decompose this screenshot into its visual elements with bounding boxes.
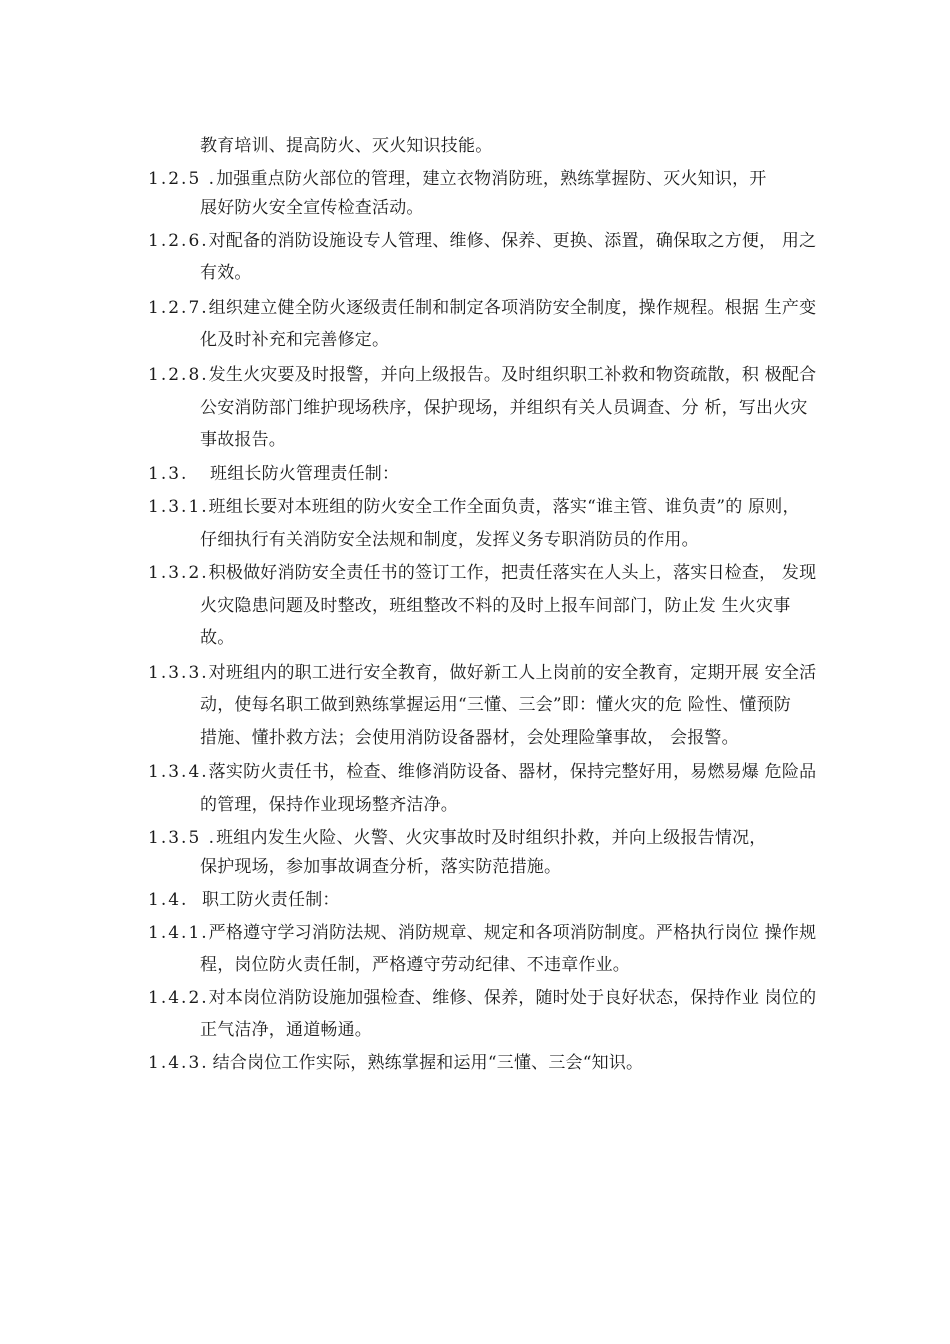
clause-1-2-7 xyxy=(148,297,816,319)
line-text: 故。 xyxy=(200,628,235,648)
text-line xyxy=(200,429,286,451)
section-title: 职工防火责任制： xyxy=(202,890,340,910)
line-text: 展好防火安全宣传检查活动。 xyxy=(200,198,424,218)
clause-number: 1.2.8. xyxy=(148,365,209,385)
clause-1-2-5 xyxy=(148,168,766,190)
line-text: 化及时补充和完善修定。 xyxy=(200,330,390,350)
text-line xyxy=(200,529,699,551)
text-line xyxy=(200,135,492,157)
clause-number: 1.3.1. xyxy=(148,497,209,517)
section-number: 1.3. xyxy=(148,464,189,484)
clause-number: 1.2.5 . xyxy=(148,169,217,189)
text-line xyxy=(200,1019,372,1041)
line-text: 结合岗位工作实际，熟练掌握和运用“三懂、三会“知识。 xyxy=(212,1053,644,1073)
text-line xyxy=(200,627,234,649)
clause-number: 1.4.1. xyxy=(148,923,209,943)
section-1-4-heading xyxy=(148,889,340,911)
line-text: 动，使每名职工做到熟练掌握运用“三懂、三会”即：懂火灾的危 险性、懂预防 xyxy=(200,695,791,715)
clause-number: 1.4.2. xyxy=(148,988,209,1008)
clause-1-4-2 xyxy=(148,987,816,1009)
line-text: 积极做好消防安全责任书的签订工作，把责任落实在人头上，落实日检查， 发现 xyxy=(208,563,817,583)
clause-number: 1.4.3. xyxy=(148,1053,209,1073)
text-line xyxy=(200,197,424,219)
clause-number: 1.3.4. xyxy=(148,762,209,782)
line-text: 加强重点防火部位的管理，建立衣物消防班，熟练掌握防、灭火知识，开 xyxy=(216,169,767,189)
clause-number: 1.3.2. xyxy=(148,563,209,583)
line-text: 公安消防部门维护现场秩序，保护现场，并组织有关人员调查、分 析，写出火灾 xyxy=(200,398,808,418)
line-text: 正气洁净，通道畅通。 xyxy=(200,1020,372,1040)
text-line xyxy=(200,954,630,976)
text-line xyxy=(200,595,790,617)
line-text: 对本岗位消防设施加强检查、维修、保养，随时处于良好状态，保持作业 岗位的 xyxy=(208,988,817,1008)
clause-number: 1.3.5 . xyxy=(148,828,217,848)
line-text: 对配备的消防设施设专人管理、维修、保养、更换、添置，确保取之方便， 用之 xyxy=(208,231,817,251)
line-text: 保护现场，参加事故调查分析，落实防范措施。 xyxy=(200,857,562,877)
clause-1-4-3 xyxy=(148,1052,643,1074)
text-line xyxy=(200,794,458,816)
line-text: 火灾隐患问题及时整改，班组整改不料的及时上报车间部门，防止发 生火灾事 xyxy=(200,596,791,616)
section-number: 1.4. xyxy=(148,890,189,910)
clause-1-3-3 xyxy=(148,662,816,684)
clause-1-3-5 xyxy=(148,827,766,849)
section-title: 班组长防火管理责任制： xyxy=(210,464,400,484)
clause-number: 1.2.6. xyxy=(148,231,209,251)
line-text: 措施、懂扑救方法；会使用消防设备器材，会处理险肇事故， 会报警。 xyxy=(200,728,739,748)
text-line xyxy=(200,262,252,284)
text-line xyxy=(200,727,739,749)
text-line xyxy=(200,856,561,878)
line-text: 组织建立健全防火逐级责任制和制定各项消防安全制度，操作规程。根据 生产变 xyxy=(208,298,817,318)
clause-1-2-6 xyxy=(148,230,816,252)
line-text: 仔细执行有关消防安全法规和制度，发挥义务专职消防员的作用。 xyxy=(200,530,699,550)
clause-1-3-4 xyxy=(148,761,816,783)
text-line xyxy=(200,397,808,419)
clause-number: 1.2.7. xyxy=(148,298,209,318)
line-text: 对班组内的职工进行安全教育，做好新工人上岗前的安全教育，定期开展 安全活 xyxy=(208,663,817,683)
clause-1-3-2 xyxy=(148,562,816,584)
line-text: 班组内发生火险、火警、火灾事故时及时组织扑救，并向上级报告情况， xyxy=(216,828,767,848)
line-text: 有效。 xyxy=(200,263,252,283)
clause-1-3-1 xyxy=(148,496,800,518)
line-text: 发生火灾要及时报警，并向上级报告。及时组织职工补救和物资疏散，积 极配合 xyxy=(208,365,817,385)
line-text: 的管理，保持作业现场整齐洁净。 xyxy=(200,795,458,815)
line-text: 班组长要对本班组的防火安全工作全面负责，落实“谁主管、谁负责”的 原则， xyxy=(208,497,800,517)
line-text: 事故报告。 xyxy=(200,430,286,450)
text-line xyxy=(200,329,389,351)
clause-1-2-8 xyxy=(148,364,816,386)
line-text: 落实防火责任书，检查、维修消防设备、器材，保持完整好用，易燃易爆 危险品 xyxy=(208,762,817,782)
clause-1-4-1 xyxy=(148,922,816,944)
line-text: 教育培训、提高防火、灭火知识技能。 xyxy=(200,136,493,156)
section-1-3-heading xyxy=(148,463,399,485)
line-text: 程，岗位防火责任制，严格遵守劳动纪律、不违章作业。 xyxy=(200,955,630,975)
clause-number: 1.3.3. xyxy=(148,663,209,683)
text-line xyxy=(200,694,791,716)
line-text: 严格遵守学习消防法规、消防规章、规定和各项消防制度。严格执行岗位 操作规 xyxy=(208,923,817,943)
